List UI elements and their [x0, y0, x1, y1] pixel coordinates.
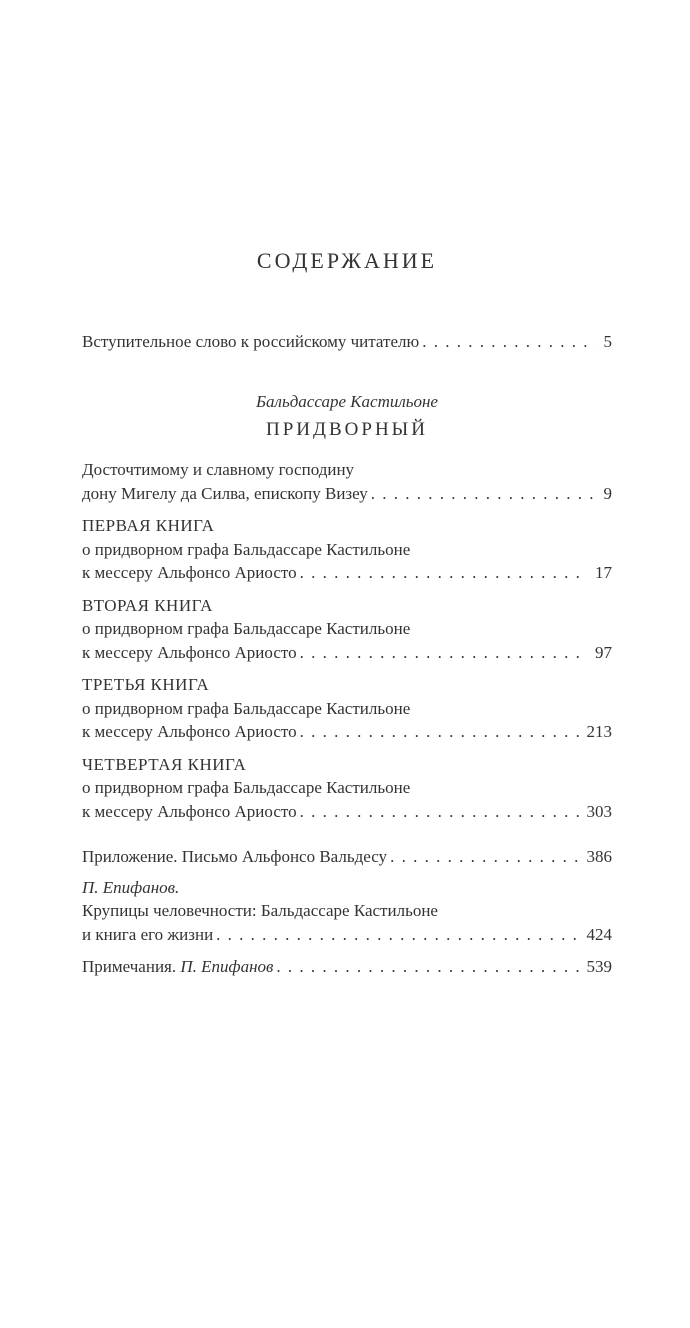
entry-tail-row: [82, 720, 612, 744]
leader-dots: [422, 330, 595, 354]
entry-text: к мессеру Альфонсо Ариосто: [82, 722, 297, 741]
toc-entry-appendix: [82, 845, 612, 869]
leader-dots: [300, 561, 587, 585]
leader-dots: [300, 641, 587, 665]
page-number: 303: [586, 801, 612, 821]
entry-text: [82, 955, 273, 979]
page-number: 97: [595, 642, 612, 662]
entry-tail-row: [82, 641, 612, 665]
entry-text: Вступительное слово к российскому читателю: [82, 332, 420, 351]
toc-entry-intro: [82, 330, 612, 354]
page-number: 9: [603, 483, 612, 503]
entry-text: о придворном графа Бальдассаре Кастильоне: [82, 539, 411, 559]
entry-text: Приложение. Письмо Альфонсо Вальдесу: [82, 847, 388, 866]
toc-entry-notes: [82, 955, 612, 979]
leader-dots: [371, 482, 596, 506]
page-number: 17: [595, 563, 612, 582]
book-author: Бальдассаре Кастильоне: [256, 391, 438, 411]
leader-dots: [276, 955, 578, 979]
entry-tail-row: [82, 800, 612, 824]
entry-text: о придворном графа Бальдассаре Кастильоне: [82, 778, 411, 797]
entry-text: к мессеру Альфонсо Ариосто: [82, 563, 297, 582]
entry-text: о придворном графа Бальдассаре Кастильоне: [82, 619, 411, 638]
essay-author: П. Епифанов.: [82, 877, 180, 897]
book-page: [0, 248, 690, 1328]
page-number: 424: [586, 924, 612, 944]
toc-entry-book-1: [82, 514, 612, 585]
toc-entry-dedication: [82, 458, 612, 505]
entry-tail-row: [82, 482, 612, 506]
toc-page: [0, 248, 690, 1328]
toc-entry-essay: [82, 876, 612, 947]
leader-dots: [216, 923, 578, 947]
page-title: СОДЕРЖАНИЕ: [256, 248, 438, 273]
entry-heading: ВТОРАЯ КНИГА: [82, 595, 213, 615]
entry-heading: ПЕРВАЯ КНИГА: [82, 516, 215, 535]
toc-entry-book-2: [82, 594, 612, 665]
entry-text: дону Мигелу да Силва, епископу Визеу: [82, 483, 368, 503]
notes-label: Примечания.: [82, 957, 177, 976]
toc-entry-book-3: [82, 673, 612, 744]
entry-text: Досточтимому и славному господину: [82, 460, 355, 479]
entry-text: и книга его жизни: [82, 924, 214, 944]
entry-heading: ЧЕТВЕРТАЯ КНИГА: [82, 754, 247, 774]
page-number: 5: [603, 332, 612, 351]
toc-entry-book-4: [82, 753, 612, 824]
page-number: 539: [586, 957, 612, 976]
entry-text: о придворном графа Бальдассаре Кастильоне: [82, 698, 411, 718]
entry-heading: ТРЕТЬЯ КНИГА: [82, 675, 210, 694]
leader-dots: [300, 720, 579, 744]
entry-tail-row: [82, 923, 612, 947]
notes-author: П. Епифанов: [180, 957, 274, 976]
entry-tail-row: [82, 561, 612, 585]
entry-text: Крупицы человечности: Бальдассаре Кастильоне: [82, 901, 438, 920]
page-number: 213: [586, 722, 612, 741]
entry-text: к мессеру Альфонсо Ариосто: [82, 642, 297, 662]
book-title: ПРИДВОРНЫЙ: [266, 419, 428, 440]
page-number: 386: [586, 847, 612, 866]
leader-dots: [390, 845, 578, 869]
entry-text: к мессеру Альфонсо Ариосто: [82, 801, 297, 821]
leader-dots: [300, 800, 579, 824]
